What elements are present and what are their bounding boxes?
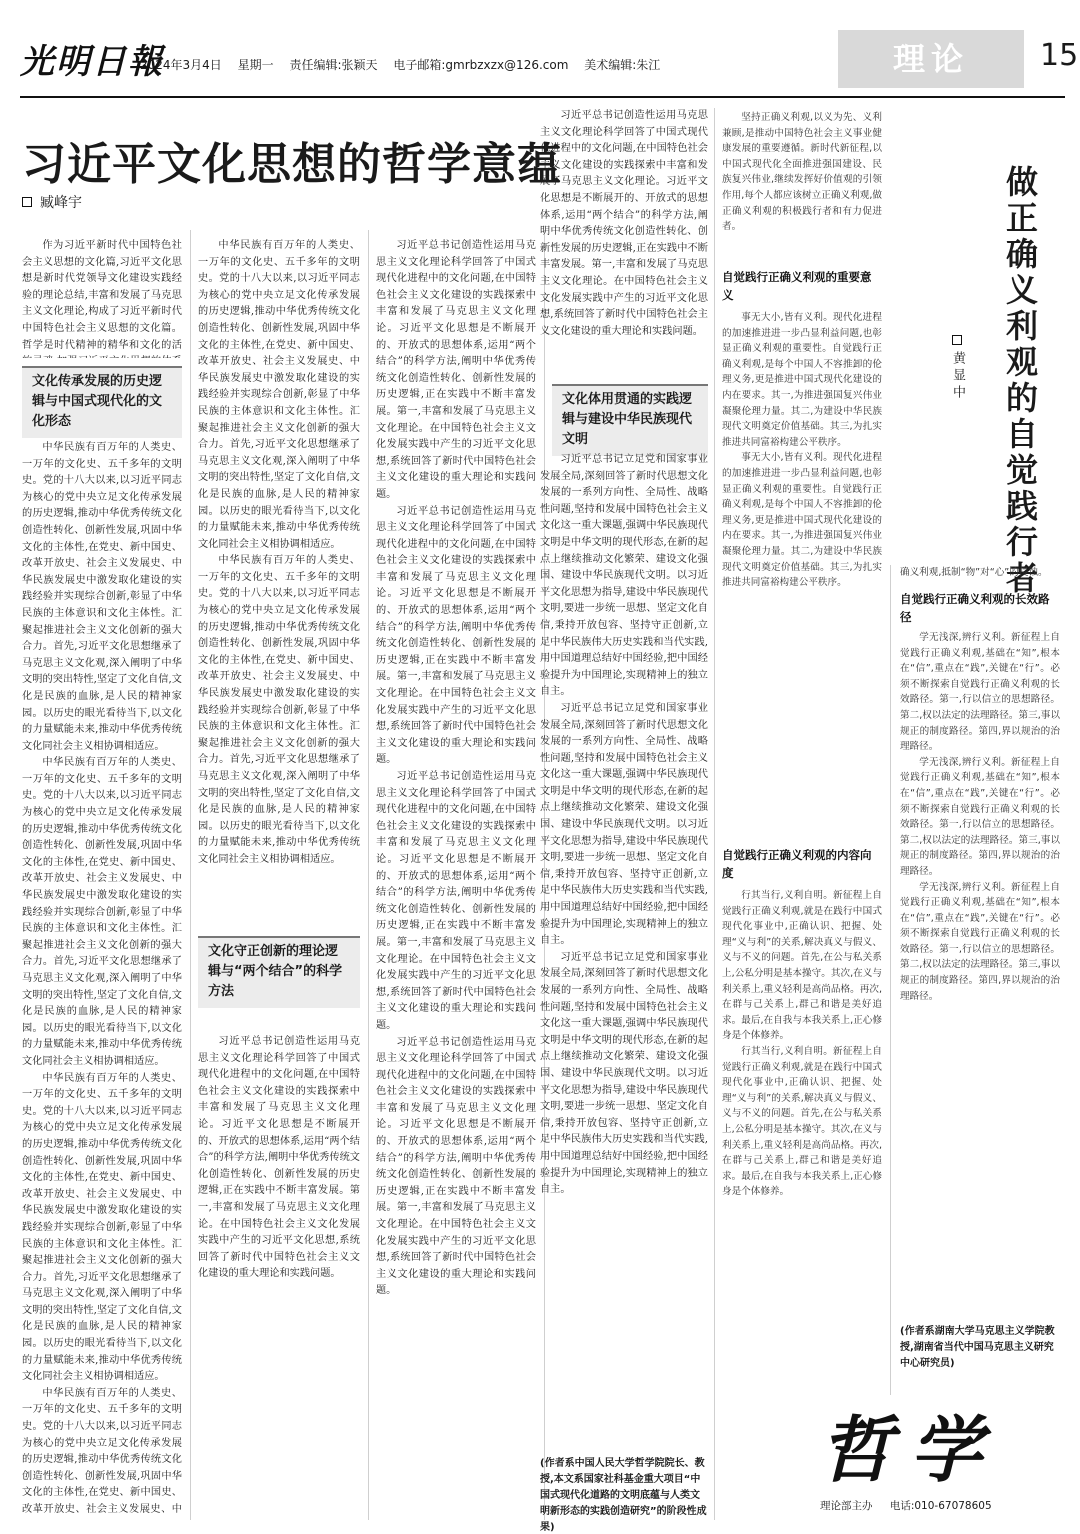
side-section2-heading: 自觉践行正确义利观的内容向度 (722, 848, 872, 880)
main-section3-text: 习近平总书记立足党和国家事业发展全局,深刻回答了新时代思想文化发展的一系列方向性、全局性、战略性问题,坚持和发展中国特色社会主义文化这一重大课题,强调中华民族现代文明是中华文明的现代形态,在新的起点上继续推动文化繁荣、建设文化强国、建设中华民族现代文明。以习近平文化思想为指导,建设中华民族现代文明,要进一步统一思想、坚定文化自信,秉持开放包容、坚持守正创新,立足中华民族伟大历史实践和当代实践,用中国道理总结好中国经验,把中国经验提升为中国理论,实现精神上的独立自主。 (540, 454, 708, 698)
main-col3-text-cont: 习近平总书记创造性运用马克思主义文化理论科学回答了中国式现代化进程中的文化问题,在中国特色社会主义文化建设的实践探索中丰富和发展了马克思主义文化理论。习近平文化思想是不断展开的、开放式的思想体系,运用“两个结合”的科学方法,阐明中华优秀传统文化创造性转化、创新性发展的历史逻辑,正在实践中不断丰富发展。第一,丰富和发展了马克思主义文化理论。在中国特色社会主义文化发展实践中产生的习近平文化思想,系统回答了新时代中国特色社会主义文化建设的重大理论和实践问题。 (376, 505, 536, 766)
side-section1-body (722, 310, 882, 830)
footer-phone: 电话:010-67078605 (889, 1500, 992, 1512)
side-right-top (900, 565, 1060, 585)
main-author-note: (作者系中国人民大学哲学院院长、教授,本文系国家社科基金重大项目“中国式现代化道路的文明底蕴与人类文明新形态的实践创造研究”的阶段性成果) (540, 1458, 707, 1533)
side-section3-body (900, 630, 1060, 1320)
column-divider (890, 565, 891, 1395)
main-section3-text-cont: 习近平总书记立足党和国家事业发展全局,深刻回答了新时代思想文化发展的一系列方向性、全局性、战略性问题,坚持和发展中国特色社会主义文化这一重大课题,强调中华民族现代文明是中华文明的现代形态,在新的起点上继续推动文化繁荣、建设文化强国、建设中华民族现代文明。以习近平文化思想为指导,建设中华民族现代文明,要进一步统一思想、坚定文化自信,秉持开放包容、坚持守正创新,立足中华民族伟大历史实践和当代实践,用中国道理总结好中国经验,把中国经验提升为中国理论,实现精神上的独立自主。 (540, 702, 708, 947)
art-editor-credit: 美术编辑:朱江 (584, 58, 661, 72)
column-divider (714, 108, 715, 1520)
side-section1-heading: 自觉践行正确义利观的重要意义 (722, 270, 872, 302)
editor-email: 电子邮箱:gmrbzxzx@126.com (393, 58, 569, 72)
column-divider (190, 230, 191, 1520)
newspaper-logo: 光明日報 (20, 42, 164, 82)
side-section3-text-cont2: 学无浅深,辨行义利。新征程上自觉践行正确义利观,基础在“知”,根本在“信”,重点在“践”,关键在“行”。必须不断探索自觉践行正确义利观的长效路径。第一,行以信立的思想路径。第二,权以法定的法理路径。第三,事以规正的制度路径。第四,界以规治的治理路径。 (900, 881, 1060, 1002)
section-label: 理论 (838, 30, 1024, 88)
byline-box-icon (22, 197, 32, 207)
main-section1-text: 中华民族有百万年的人类史、一万年的文化史、五千多年的文明史。党的十八大以来,以习近平同志为核心的党中央立足文化传承发展的历史逻辑,推动中华优秀传统文化创造性转化、创新性发展,巩固中华文化的主体性,在党史、新中国史、改革开放史、社会主义发展史、中华民族发展史中激发取化建设的实践经验并实现综合创新,彰显了中华民族的主体意识和文化主体性。汇聚起推进社会主义文化创新的强大合力。首先,习近平文化思想继承了马克思主义文化观,深入阐明了中华文明的突出特性,坚定了文化自信,文化是民族的血脉,是人民的精神家园。以历史的眼光看待当下,以文化的力量赋能未来,推动中华优秀传统文化同社会主义相协调相适应。 (22, 442, 182, 752)
issue-weekday: 星期一 (237, 58, 274, 72)
main-col2-body (198, 238, 360, 928)
side-section3-text-cont: 学无浅深,辨行义利。新征程上自觉践行正确义利观,基础在“知”,根本在“信”,重点在“践”,关键在“行”。必须不断探索自觉践行正确义利观的长效路径。第一,行以信立的思想路径。第二,权以法定的法理路径。第三,事以规正的制度路径。第四,界以规治的治理路径。 (900, 756, 1060, 877)
side-author-note: (作者系湖南大学马克思主义学院教授,湖南省当代中国马克思主义研究中心研究员) (900, 1326, 1055, 1369)
main-col3-text-cont3: 习近平总书记创造性运用马克思主义文化理论科学回答了中国式现代化进程中的文化问题,在中国特色社会主义文化建设的实践探索中丰富和发展了马克思主义文化理论。习近平文化思想是不断展开的、开放式的思想体系,运用“两个结合”的科学方法,阐明中华优秀传统文化创造性转化、创新性发展的历史逻辑,正在实践中不断丰富发展。第一,丰富和发展了马克思主义文化理论。在中国特色社会主义文化发展实践中产生的习近平文化思想,系统回答了新时代中国特色社会主义文化建设的重大理论和实践问题。 (376, 1036, 536, 1297)
byline-box-icon (952, 335, 962, 345)
main-col4-top-text: 习近平总书记创造性运用马克思主义文化理论科学回答了中国式现代化进程中的文化问题,在中国特色社会主义文化建设的实践探索中丰富和发展了马克思主义文化理论。习近平文化思想是不断展开的、开放式的思想体系,运用“两个结合”的科学方法,阐明中华优秀传统文化创造性转化、创新性发展的历史逻辑,正在实践中不断丰富发展。第一,丰富和发展了马克思主义文化理论。在中国特色社会主义文化发展实践中产生的习近平文化思想,系统回答了新时代中国特色社会主义文化建设的重大理论和实践问题。 (540, 110, 708, 337)
main-section3-text-cont2: 习近平总书记立足党和国家事业发展全局,深刻回答了新时代思想文化发展的一系列方向性、全局性、战略性问题,坚持和发展中国特色社会主义文化这一重大课题,强调中华民族现代文明是中华文明的现代形态,在新的起点上继续推动文化繁荣、建设文化强国、建设中华民族现代文明。以习近平文化思想为指导,建设中华民族现代文明,要进一步统一思想、坚定文化自信,秉持开放包容、坚持守正创新,立足中华民族伟大历史实践和当代实践,用中国道理总结好中国经验,把中国经验提升为中国理论,实现精神上的独立自主。 (540, 951, 708, 1196)
side-section3-text: 学无浅深,辨行义利。新征程上自觉践行正确义利观,基础在“知”,根本在“信”,重点在“践”,关键在“行”。必须不断探索自觉践行正确义利观的长效路径。第一,行以信立的思想路径。第二,权以法定的法理路径。第三,事以规正的制度路径。第四,界以规治的治理路径。 (900, 632, 1060, 753)
main-col3-text: 习近平总书记创造性运用马克思主义文化理论科学回答了中国式现代化进程中的文化问题,在中国特色社会主义文化建设的实践探索中丰富和发展了马克思主义文化理论。习近平文化思想是不断展开的、开放式的思想体系,运用“两个结合”的科学方法,阐明中华优秀传统文化创造性转化、创新性发展的历史逻辑,正在实践中不断丰富发展。第一,丰富和发展了马克思主义文化理论。在中国特色社会主义文化发展实践中产生的习近平文化思想,系统回答了新时代中国特色社会主义文化建设的重大理论和实践问题。 (376, 240, 536, 500)
side-article-author: 黄显中 (950, 351, 965, 402)
side-article-byline (948, 335, 967, 402)
page-footer (820, 1498, 1006, 1513)
main-section2-text: 习近平总书记创造性运用马克思主义文化理论科学回答了中国式现代化进程中的文化问题,在中国特色社会主义文化建设的实践探索中丰富和发展了马克思主义文化理论。习近平文化思想是不断展开的、开放式的思想体系,运用“两个结合”的科学方法,阐明中华优秀传统文化创造性转化、创新性发展的历史逻辑,正在实践中不断丰富发展。第一,丰富和发展了马克思主义文化理论。在中国特色社会主义文化发展实践中产生的习近平文化思想,系统回答了新时代中国特色社会主义文化建设的重大理论和实践问题。 (198, 1036, 360, 1280)
main-col4-top (540, 108, 708, 338)
editor-credit: 责任编辑:张颖天 (289, 58, 378, 72)
side-intro-text: 坚持正确义利观,以义为先、义利兼顾,是推动中国特色社会主义事业健康发展的重要遵循。新时代新征程,以中国式现代化全面推进强国建设、民族复兴伟业,继续发挥好价值观的引领作用,每个人都应该树立正确义利观,做正确义利观的积极践行者和有力促进者。 (722, 112, 882, 233)
masthead-rule (20, 96, 1065, 98)
side-section2-text-cont: 行其当行,义利自明。新征程上自觉践行正确义利观,就是在践行中国式现代化事业中,正确认识、把握、处理“义与利”的关系,解决真义与假义、义与不义的问题。首先,在公与私关系上,公私分明是基本操守。其次,在义与利关系上,重义轻利是高尚品格。再次,在群与己关系上,群己和谐是美好追求。最后,在自我与本我关系上,正心修身是个体修养。 (722, 1045, 882, 1198)
main-section2-heading: 文化守正创新的理论逻辑与“两个结合”的科学方法 (198, 936, 360, 1008)
side-section3-heading: 自觉践行正确义利观的长效路径 (900, 592, 1050, 624)
main-section3-heading: 文化体用贯通的实践逻辑与建设中华民族现代文明 (552, 384, 708, 456)
main-section1-body (22, 440, 182, 1520)
main-col3-text-cont2: 习近平总书记创造性运用马克思主义文化理论科学回答了中国式现代化进程中的文化问题,在中国特色社会主义文化建设的实践探索中丰富和发展了马克思主义文化理论。习近平文化思想是不断展开的、开放式的思想体系,运用“两个结合”的科学方法,阐明中华优秀传统文化创造性转化、创新性发展的历史逻辑,正在实践中不断丰富发展。第一,丰富和发展了马克思主义文化理论。在中国特色社会主义文化发展实践中产生的习近平文化思想,系统回答了新时代中国特色社会主义文化建设的重大理论和实践问题。 (376, 771, 536, 1031)
main-col2-text: 中华民族有百万年的人类史、一万年的文化史、五千多年的文明史。党的十八大以来,以习近平同志为核心的党中央立足文化传承发展的历史逻辑,推动中华优秀传统文化创造性转化、创新性发展,巩固中华文化的主体性,在党史、新中国史、改革开放史、社会主义发展史、中华民族发展史中激发取化建设的实践经验并实现综合创新,彰显了中华民族的主体意识和文化主体性。汇聚起推进社会主义文化创新的强大合力。首先,习近平文化思想继承了马克思主义文化观,深入阐明了中华文明的突出特性,坚定了文化自信,文化是民族的血脉,是人民的精神家园。以历史的眼光看待当下,以文化的力量赋能未来,推动中华优秀传统文化同社会主义相协调相适应。 (198, 240, 360, 550)
main-article-author: 臧峰宇 (40, 195, 82, 211)
main-section2-body (198, 1034, 360, 1520)
main-intro (22, 238, 182, 358)
side-article-title: 做正确义利观的自觉践行者 (1001, 165, 1039, 597)
footer-organizer: 理论部主办 (820, 1500, 873, 1512)
main-section1-text-cont3: 中华民族有百万年的人类史、一万年的文化史、五千多年的文明史。党的十八大以来,以习近平同志为核心的党中央立足文化传承发展的历史逻辑,推动中华优秀传统文化创造性转化、创新性发展,巩固中华文化的主体性,在党史、新中国史、改革开放史、社会主义发展史、中 (22, 1387, 182, 1515)
main-article-title: 习近平文化思想的哲学意蕴 (22, 139, 562, 190)
side-section2-text: 行其当行,义利自明。新征程上自觉践行正确义利观,就是在践行中国式现代化事业中,正确认识、把握、处理“义与利”的关系,解决真义与假义、义与不义的问题。首先,在公与私关系上,公私分明是基本操守。其次,在义与利关系上,重义轻利是高尚品格。再次,在群与己关系上,群己和谐是美好追求。最后,在自我与本我关系上,正心修身是个体修养。 (722, 890, 882, 1042)
side-intro (722, 110, 882, 266)
main-col3-body (376, 238, 536, 1520)
main-intro-text: 作为习近平新时代中国特色社会主义思想的文化篇,习近平文化思想是新时代党领导文化建设实践经验的理论总结,丰富和发展了马克思主义文化理论,构成了习近平新时代中国特色社会主义思想的文化篇。哲学是时代精神的精华和文化的活 (22, 240, 182, 351)
side-right-top-text: 确义利观,抵制“物”对“心”的侵蚀。 (900, 567, 1048, 578)
side-section1-text-cont: 事无大小,皆有义利。现代化进程的加速推进进一步凸显利益问题,也彰显正确义利观的重要性。自觉践行正确义利观,是每个中国人不容推卸的伦理义务,更是推进中国式现代化建设的内在要求。其一,为推进强国复兴伟业凝聚伦理力量。其二,为建设中华民族现代文明奠定价值基础。其三,为扎实推进共同富裕构建公平秩序。 (722, 452, 882, 589)
main-section1-heading: 文化传承发展的历史逻辑与中国式现代化的文化形态 (22, 366, 182, 438)
masthead (20, 30, 1079, 90)
calligraphy-section-mark: 哲学 (820, 1407, 1001, 1492)
column-divider (368, 230, 369, 1520)
issue-meta (140, 56, 672, 73)
side-section1-text: 事无大小,皆有义利。现代化进程的加速推进进一步凸显利益问题,也彰显正确义利观的重要性。自觉践行正确义利观,是每个中国人不容推卸的伦理义务,更是推进中国式现代化建设的内在要求。其一,为推进强国复兴伟业凝聚伦理力量。其二,为建设中华民族现代文明奠定价值基础。其三,为扎实推进共同富裕构建公平秩序。 (722, 312, 882, 448)
main-article-byline (22, 192, 82, 212)
main-col2-text-cont: 中华民族有百万年的人类史、一万年的文化史、五千多年的文明史。党的十八大以来,以习近平同志为核心的党中央立足文化传承发展的历史逻辑,推动中华优秀传统文化创造性转化、创新性发展,巩固中华文化的主体性,在党史、新中国史、改革开放史、社会主义发展史、中华民族发展史中激发取化建设的实践经验并实现综合创新,彰显了中华民族的主体意识和文化主体性。汇聚起推进社会主义文化创新的强大合力。首先,习近平文化思想继承了马克思主义文化观,深入阐明了中华文明的突出特性,坚定了文化自信,文化是民族的血脉,是人民的精神家园。以历史的眼光看待当下,以文化的力量赋能未来,推动中华优秀传统文化同社会主义相协调相适应。 (198, 555, 360, 865)
main-section1-text-cont2: 中华民族有百万年的人类史、一万年的文化史、五千多年的文明史。党的十八大以来,以习近平同志为核心的党中央立足文化传承发展的历史逻辑,推动中华优秀传统文化创造性转化、创新性发展,巩固中华文化的主体性,在党史、新中国史、改革开放史、社会主义发展史、中华民族发展史中激发取化建设的实践经验并实现综合创新,彰显了中华民族的主体意识和文化主体性。汇聚起推进社会主义文化创新的强大合力。首先,习近平文化思想继承了马克思主义文化观,深入阐明了中华文明的突出特性,坚定了文化自信,文化是民族的血脉,是人民的精神家园。以历史的眼光看待当下,以文化的力量赋能未来,推动中华优秀传统文化同社会主义相协调相适应。 (22, 1072, 182, 1383)
page-number: 15 (1040, 38, 1079, 73)
main-section3-body (540, 452, 708, 1454)
main-section1-text-cont: 中华民族有百万年的人类史、一万年的文化史、五千多年的文明史。党的十八大以来,以习近平同志为核心的党中央立足文化传承发展的历史逻辑,推动中华优秀传统文化创造性转化、创新性发展,巩固中华文化的主体性,在党史、新中国史、改革开放史、社会主义发展史、中华民族发展史中激发取化建设的实践经验并实现综合创新,彰显了中华民族的主体意识和文化主体性。汇聚起推进社会主义文化创新的强大合力。首先,习近平文化思想继承了马克思主义文化观,深入阐明了中华文明的突出特性,坚定了文化自信,文化是民族的血脉,是人民的精神家园。以历史的眼光看待当下,以文化的力量赋能未来,推动中华优秀传统文化同社会主义相协调相适应。 (22, 757, 182, 1067)
issue-date: 2024年3月4日 (140, 58, 222, 72)
